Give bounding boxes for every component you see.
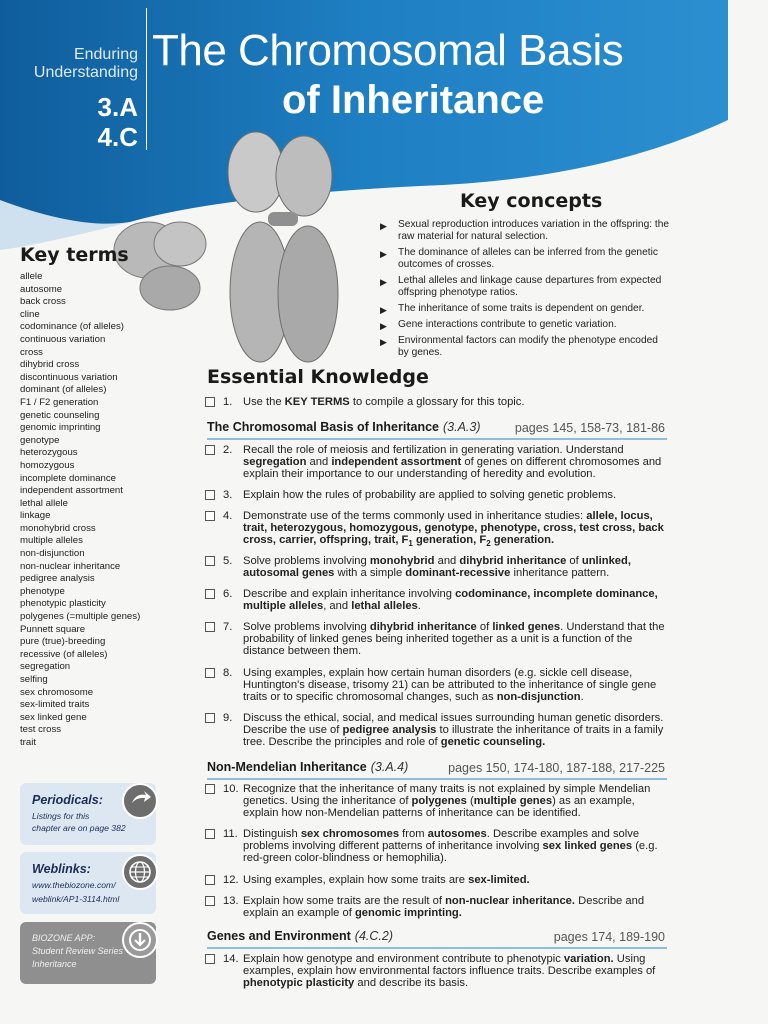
key-term-item: phenotypic plasticity (20, 598, 106, 610)
app-title: Inheritance (32, 959, 77, 969)
section-header-chromosomal-basis: The Chromosomal Basis of Inheritance (3.A.3) pages 145, 158-73, 181-86 (207, 418, 667, 440)
key-term-item: sex chromosome (20, 686, 94, 698)
key-term-item: heterozygous (20, 447, 78, 459)
key-term-item: pure (true)-breeding (20, 636, 106, 648)
section-header-genes-environment: Genes and Environment (4.C.2) pages 174, 189-190 (207, 927, 667, 949)
key-term-item: homozygous (20, 459, 75, 471)
page-title-line2: of Inheritance (282, 78, 545, 122)
key-term-item: genomic imprinting (20, 422, 101, 434)
header-divider (146, 8, 147, 150)
key-terms-heading: Key terms (20, 244, 129, 266)
bullet-triangle-icon: ▶ (380, 221, 387, 231)
key-term-item: lethal allele (20, 497, 69, 509)
key-term-item: linkage (20, 510, 51, 522)
key-term-item: sex-limited traits (20, 699, 90, 711)
weblinks-url-2[interactable]: weblink/AP1-3114.html (32, 894, 120, 904)
key-term-item: pedigree analysis (20, 573, 95, 585)
periodicals-box (20, 783, 156, 845)
checkbox[interactable] (205, 713, 215, 723)
key-term-item: sex linked gene (20, 711, 87, 723)
key-terms-list (20, 271, 188, 750)
key-term-item: test cross (20, 724, 62, 736)
key-term-item: continuous variation (20, 333, 106, 345)
download-icon (122, 922, 158, 958)
key-term-item: Punnett square (20, 623, 86, 635)
weblinks-heading: Weblinks: (32, 862, 91, 876)
app-label: BIOZONE APP: (32, 933, 96, 943)
periodicals-text-1: Listings for this (32, 811, 90, 821)
section-header-non-mendelian: Non-Mendelian Inheritance (3.A.4) pages 150, 174-180, 187-188, 217-225 (207, 758, 667, 780)
key-concept-item: ▶ Environmental factors can modify the phenotype encoded by genes. (380, 335, 658, 358)
checkbox[interactable] (205, 445, 215, 455)
key-term-item: dominant (of alleles) (20, 384, 107, 396)
key-term-item: genotype (20, 434, 60, 446)
key-term-item: non-nuclear inheritance (20, 560, 121, 572)
key-term-item: non-disjunction (20, 548, 85, 560)
bullet-triangle-icon: ▶ (380, 337, 387, 347)
key-term-item: back cross (20, 296, 66, 308)
checkbox[interactable] (205, 875, 215, 885)
key-term-item: independent assortment (20, 485, 123, 497)
enduring-label: Enduring (73, 46, 138, 63)
key-concept-item: ▶ The inheritance of some traits is dependent on gender. (380, 303, 645, 315)
code-3a: 3.A (97, 92, 138, 122)
key-term-item: recessive (of alleles) (20, 648, 108, 660)
key-term-item: genetic counseling (20, 409, 100, 421)
essential-knowledge-heading: Essential Knowledge (207, 366, 429, 388)
checkbox[interactable] (205, 954, 215, 964)
weblinks-box (20, 852, 156, 914)
checkbox[interactable] (205, 829, 215, 839)
key-concepts-heading: Key concepts (460, 190, 603, 212)
key-concept-item: ▶ Gene interactions contribute to genetic variation. (380, 319, 617, 331)
large-chromosome-image (220, 124, 344, 368)
key-term-item: monohybrid cross (20, 522, 96, 534)
checkbox[interactable] (205, 668, 215, 678)
checkbox[interactable] (205, 589, 215, 599)
arrow-icon (122, 783, 158, 819)
key-term-item: cline (20, 308, 40, 320)
bullet-triangle-icon: ▶ (380, 249, 387, 259)
checkbox[interactable] (205, 511, 215, 521)
key-term-item: dihybrid cross (20, 359, 80, 371)
section-pages: pages 150, 174-180, 187-188, 217-225 (448, 761, 665, 775)
key-concept-item: ▶ Sexual reproduction introduces variation in the offspring: the raw material for natural selection. (380, 219, 670, 242)
checkbox[interactable] (205, 896, 215, 906)
key-term-item: cross (20, 346, 43, 358)
key-term-item: phenotype (20, 585, 65, 597)
checkbox[interactable] (205, 556, 215, 566)
key-term-item: segregation (20, 661, 71, 673)
bullet-triangle-icon: ▶ (380, 305, 387, 315)
key-term-item: autosome (20, 283, 63, 295)
key-concept-item: ▶ Lethal alleles and linkage cause departures from expected offspring phenotype ratios. (380, 275, 662, 298)
key-term-item: discontinuous variation (20, 371, 118, 383)
section-pages: pages 174, 189-190 (553, 930, 665, 944)
understanding-label: Understanding (33, 64, 138, 81)
periodicals-text-2: chapter are on page 382 (32, 823, 126, 833)
key-term-item: codominance (of alleles) (20, 321, 124, 333)
key-term-item: F1 / F2 generation (20, 396, 99, 408)
biozone-app-box (20, 922, 156, 984)
key-term-item: selfing (20, 674, 48, 685)
bullet-triangle-icon: ▶ (380, 277, 387, 287)
key-term-item: incomplete dominance (20, 472, 116, 484)
app-series: Student Review Series (32, 946, 124, 956)
periodicals-heading: Periodicals: (32, 793, 103, 807)
weblinks-url-1[interactable]: www.thebiozone.com/ (32, 880, 116, 890)
key-term-item: multiple alleles (20, 535, 83, 547)
key-term-item: trait (20, 736, 36, 748)
key-term-item: allele (20, 271, 43, 282)
key-concept-item: ▶ The dominance of alleles can be inferred from the genetic outcomes of crosses. (380, 247, 658, 270)
page-title-line1: The Chromosomal Basis (152, 26, 624, 75)
key-term-item: polygenes (=multiple genes) (20, 611, 141, 623)
globe-icon (122, 854, 158, 890)
section-pages: pages 145, 158-73, 181-86 (514, 421, 665, 435)
bullet-triangle-icon: ▶ (380, 321, 387, 331)
code-4c: 4.C (97, 122, 138, 152)
checkbox[interactable] (205, 490, 215, 500)
checkbox[interactable] (205, 622, 215, 632)
key-concepts-list (378, 219, 670, 363)
checkbox[interactable] (205, 784, 215, 794)
checkbox[interactable] (205, 397, 215, 407)
